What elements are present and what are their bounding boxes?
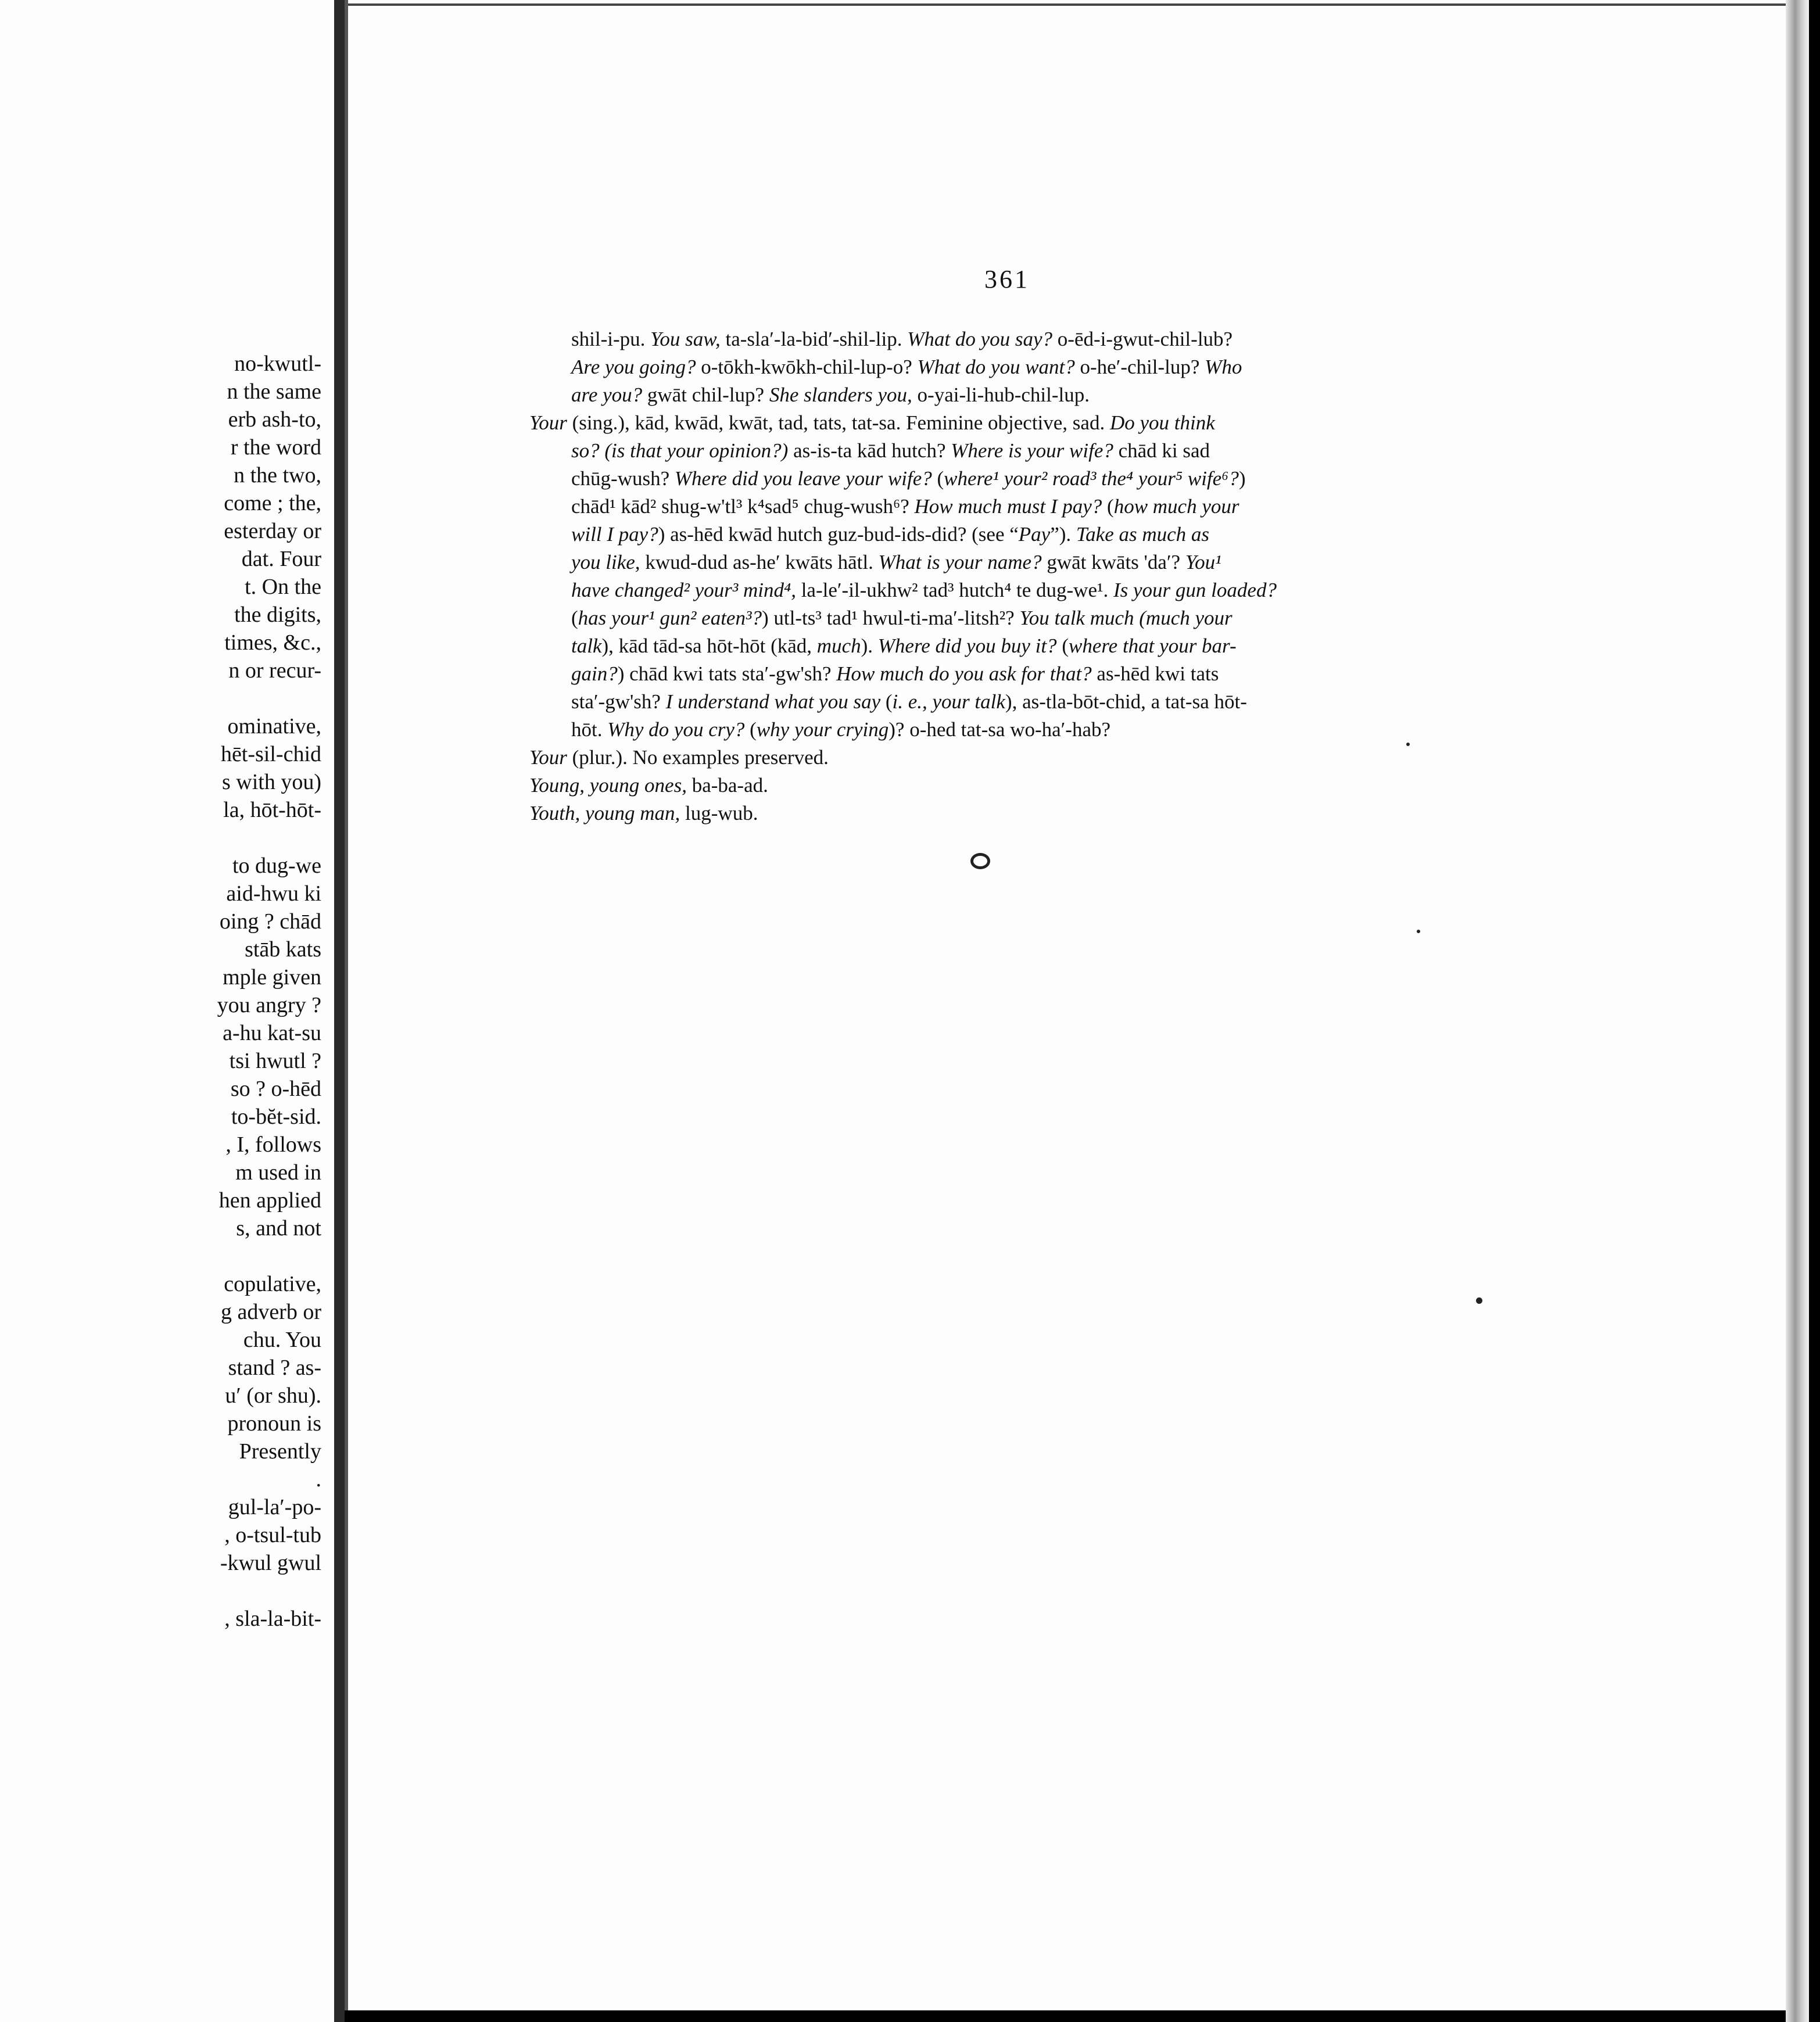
entry-line: [571, 604, 1233, 632]
text-run: gwāt chil-lup?: [642, 383, 769, 406]
text-run: ) as-hēd kwād hutch guz-bud-ids-did? (see “: [658, 523, 1019, 546]
italic-phrase: Who: [1205, 356, 1242, 378]
italic-phrase: where¹ your² road³ the⁴ your⁵ wife⁶?: [944, 467, 1239, 490]
italic-phrase: Youth, young man,: [529, 802, 680, 824]
italic-phrase: talk: [571, 634, 602, 657]
left-page-line: stand ? as-: [228, 1356, 321, 1380]
text-run: (: [744, 718, 757, 741]
left-page-line: times, &c.,: [224, 630, 321, 655]
italic-phrase: Where did you leave your wife?: [674, 467, 932, 490]
text-run: ): [1238, 467, 1246, 490]
left-page-line: pronoun is: [227, 1411, 321, 1436]
italic-phrase: Take as much as: [1076, 523, 1210, 546]
italic-phrase: Your: [529, 746, 567, 769]
text-run: )? o-hed tat-sa wo-ha′-hab?: [888, 718, 1111, 741]
italic-phrase: What do you say?: [907, 328, 1053, 350]
text-run: ) utl-ts³ tad¹ hwul-ti-ma′-litsh²?: [761, 607, 1020, 629]
left-page-line: m used in: [235, 1160, 321, 1185]
page-fore-edge: [1786, 0, 1809, 2022]
italic-phrase: are you?: [571, 383, 643, 406]
text-run: shil-i-pu.: [571, 328, 651, 350]
left-page-line: t. On the: [245, 575, 321, 599]
left-page-line: esterday or: [224, 519, 321, 543]
italic-phrase: Where is your wife?: [951, 439, 1113, 462]
text-run: chād ki sad: [1113, 439, 1210, 462]
text-run: (: [1056, 634, 1069, 657]
text-run: (plur.). No examples preserved.: [567, 746, 829, 769]
left-page-line: you angry ?: [217, 993, 321, 1017]
right-page: [345, 0, 1786, 2010]
left-page-line: no-kwutl-: [234, 352, 321, 376]
italic-phrase: you like,: [571, 551, 640, 573]
italic-phrase: Young, young ones,: [529, 774, 687, 797]
left-page-line: hen applied: [218, 1188, 321, 1213]
left-page-line: , o-tsul-tub: [224, 1523, 321, 1547]
print-speck: [1476, 1297, 1482, 1304]
text-run: chūg-wush?: [571, 467, 675, 490]
italic-phrase: gain?: [571, 662, 618, 685]
text-run: (: [1102, 495, 1114, 518]
text-run: kwud-dud as-he′ kwāts hātl.: [640, 551, 879, 573]
left-page-line: la, hōt-hōt-: [223, 798, 321, 822]
book-gutter: [334, 0, 345, 2022]
italic-phrase: She slanders you,: [769, 383, 912, 406]
left-page-line: , I, follows: [225, 1132, 321, 1157]
entry-line: [571, 548, 1221, 576]
italic-phrase: I understand what you say: [665, 690, 881, 713]
page-top-edge: [345, 3, 1786, 6]
left-page-line: s with you): [222, 770, 321, 794]
left-page-line: stāb kats: [245, 937, 321, 962]
italic-phrase: has your¹ gun² eaten³?: [578, 607, 762, 629]
text-run: o-he′-chil-lup?: [1074, 356, 1205, 378]
text-run: ), as-tla-bōt-chid, a tat-sa hōt-: [1005, 690, 1247, 713]
text-run: hōt.: [571, 718, 608, 741]
entry-line: [571, 632, 1237, 660]
italic-phrase: Where did you buy it?: [877, 634, 1057, 657]
entry-line: [529, 409, 1215, 437]
italic-phrase: You saw,: [650, 328, 721, 350]
left-page-line: s, and not: [236, 1216, 321, 1241]
left-page-line: n the two,: [234, 463, 321, 487]
text-run: (: [880, 690, 893, 713]
text-run: ba-ba-ad.: [686, 774, 768, 797]
entry-line: [529, 772, 768, 800]
left-page: [0, 0, 334, 2022]
text-run: as-hēd kwi tats: [1091, 662, 1219, 685]
italic-phrase: You¹: [1185, 551, 1221, 573]
left-page-line: to dug-we: [232, 854, 321, 878]
left-page-line: the digits,: [234, 603, 321, 627]
left-page-line: , sla-la-bit-: [224, 1607, 321, 1631]
italic-phrase: Are you going?: [571, 356, 696, 378]
text-run: ”).: [1050, 523, 1076, 546]
entry-line: [571, 716, 1110, 744]
italic-phrase: You talk much (much your: [1019, 607, 1233, 629]
entry-line: [571, 381, 1090, 409]
italic-phrase: much: [816, 634, 861, 657]
print-speck: [1406, 743, 1410, 746]
left-page-line: Presently: [239, 1439, 321, 1464]
left-page-line: hēt-sil-chid: [220, 742, 321, 766]
text-run: as-is-ta kād hutch?: [788, 439, 951, 462]
italic-phrase: What is your name?: [878, 551, 1042, 573]
text-run: sta′-gw'sh?: [571, 690, 666, 713]
text-run: o-yai-li-hub-chil-lup.: [912, 383, 1090, 406]
left-page-line: r the word: [230, 435, 321, 460]
left-page-line: come ; the,: [224, 491, 321, 515]
text-run: (: [571, 607, 578, 629]
entry-line: [571, 437, 1210, 465]
italic-phrase: Why do you cry?: [607, 718, 745, 741]
italic-phrase: why your crying: [756, 718, 889, 741]
left-page-line: gul-la′-po-: [228, 1495, 321, 1519]
print-speck: [1417, 930, 1420, 933]
italic-phrase: will I pay?: [571, 523, 658, 546]
text-run: (sing.), kād, kwād, kwāt, tad, tats, tat-sa. Feminine objective, sad.: [567, 411, 1110, 434]
left-page-line: ominative,: [227, 714, 321, 738]
left-page-line: u′ (or shu).: [225, 1383, 321, 1408]
italic-phrase: What do you want?: [917, 356, 1075, 378]
text-run: lug-wub.: [680, 802, 758, 824]
left-page-line: a-hu kat-su: [223, 1021, 321, 1045]
left-page-line: dat. Four: [241, 547, 321, 571]
entry-line: [529, 800, 758, 827]
entry-line: [571, 353, 1242, 381]
left-page-line: aid-hwu ki: [226, 881, 321, 906]
italic-phrase: Do you think: [1109, 411, 1215, 434]
page-number: 361: [984, 265, 1030, 293]
italic-phrase: i. e., your talk: [892, 690, 1005, 713]
entry-line: [571, 521, 1209, 548]
left-page-line: oing ? chād: [219, 909, 321, 934]
italic-phrase: where that your bar-: [1068, 634, 1237, 657]
page-left-edge: [345, 0, 348, 2010]
text-run: o-tōkh-kwōkh-chil-lup-o?: [696, 356, 918, 378]
left-page-line: n or recur-: [228, 658, 321, 683]
italic-phrase: How much must I pay?: [914, 495, 1102, 518]
left-page-line: chu. You: [243, 1328, 321, 1352]
entry-line: [571, 660, 1219, 688]
italic-phrase: How much do you ask for that?: [836, 662, 1092, 685]
entry-line: [529, 744, 829, 772]
text-run: o-ēd-i-gwut-chil-lub?: [1052, 328, 1233, 350]
text-run: ).: [861, 634, 878, 657]
text-run: ), kād tād-sa hōt-hōt (kād,: [601, 634, 817, 657]
text-run: ta-sla′-la-bid′-shil-lip.: [720, 328, 908, 350]
text-run: la-le′-il-ukhw² tad³ hutch⁴ te dug-we¹.: [796, 579, 1113, 601]
italic-phrase: Is your gun loaded?: [1113, 579, 1277, 601]
left-page-line: copulative,: [224, 1272, 321, 1296]
entry-line: [571, 325, 1233, 353]
italic-phrase: have changed² your³ mind⁴,: [571, 579, 796, 601]
left-page-line: mple given: [223, 965, 321, 990]
left-page-line: so ? o-hēd: [230, 1077, 321, 1101]
left-page-line: tsi hwutl ?: [229, 1049, 321, 1073]
entry-line: [571, 576, 1277, 604]
text-run: chād¹ kād² shug-w'tl³ k⁴sad⁵ chug-wush⁶?: [571, 495, 915, 518]
italic-phrase: Your: [529, 411, 567, 434]
left-page-line: to-bĕt-sid.: [231, 1105, 321, 1129]
entry-line: [571, 688, 1247, 716]
italic-phrase: Pay: [1018, 523, 1051, 546]
left-page-line: -kwul gwul: [220, 1551, 321, 1575]
left-page-line: g adverb or: [220, 1300, 321, 1324]
text-run: (: [932, 467, 944, 490]
italic-phrase: how much your: [1113, 495, 1239, 518]
text-run: ) chād kwi tats sta′-gw'sh?: [617, 662, 837, 685]
text-run: gwāt kwāts 'da′?: [1041, 551, 1185, 573]
section-end-ornament: [970, 853, 990, 869]
italic-phrase: so? (is that your opinion?): [571, 439, 789, 462]
left-page-line: .: [316, 1467, 321, 1492]
left-page-line: n the same: [227, 379, 321, 404]
entry-line: [571, 465, 1246, 493]
entry-line: [571, 493, 1239, 521]
left-page-line: erb ash-to,: [228, 407, 321, 432]
